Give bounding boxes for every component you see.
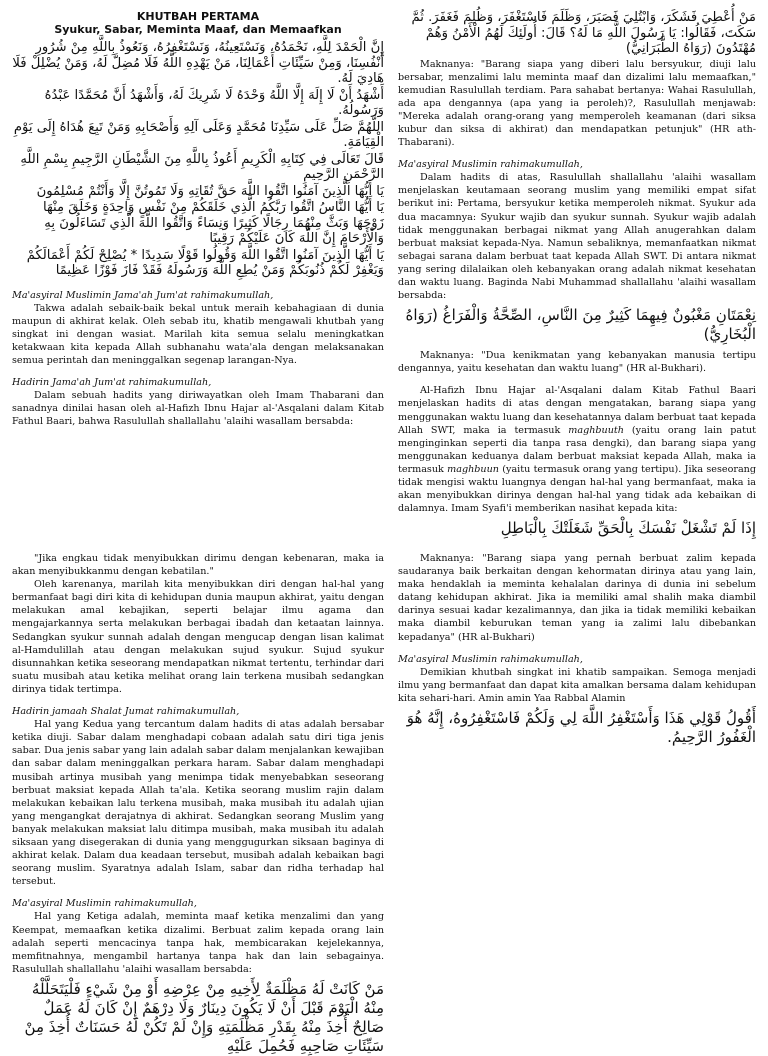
left-column-bottom — [12, 552, 384, 1055]
term-italic: maghbuuth — [568, 424, 624, 436]
paragraph: Dalam sebuah hadits yang diriwayatkan oleh Imam Thabarani dan sanadnya dinilai hasan oleh al-Hafizh Ibnu Hajar al-'Asqalani dalam Kitab Fathul Baari, bahwa Rasulullah shallallahu 'alaihi wasallam bersabda: — [12, 390, 384, 428]
arabic-opening-7: يَا أَيُّهَا الَّذِينَ آمَنُوا اتَّقُوا اللَّهَ وَقُولُوا قَوْلًا سَدِيدًا * يُصْلِحْ لَكُمْ أَعْمَالَكُمْ وَيَغْفِرْ لَكُمْ ذُنُوبَكُمْ وَمَنْ يُطِعِ اللَّهَ وَرَسُولَهُ فَقَدْ فَازَ فَوْزًا عَظِيمًا — [26, 247, 384, 278]
arabic-hadith: مَنْ أُعْطِيَ فَشَكَرَ، وَابْتُلِيَ فَصَبَرَ، وَظَلَمَ فَاسْتَغْفَرَ، وَظُلِمَ فَغَفَرَ. ثُمَّ سَكَتَ، فَقَالُوا: يَا رَسُولَ اللَّهِ مَا لَهُ؟ قَالَ: أُولَئِكَ لَهُمُ الْأَمْنُ وَهُمْ مُهْتَدُونَ (رَوَاهُ الطَّبَرَانِيُّ) — [411, 10, 756, 56]
greeting: Ma'asyiral Muslimin Jama'ah Jum'at rahimakumullah, — [12, 289, 274, 301]
greeting: Ma'asyiral Muslimin rahimakumullah, — [12, 898, 197, 910]
arabic-hadith: نِعْمَتَانِ مَغْبُونٌ فِيهِمَا كَثِيرٌ مِنَ النَّاسِ، الصِّحَّةُ وَالْفَرَاغُ (رَوَاهُ الْبُخَارِيُّ) — [405, 306, 756, 344]
arabic-opening-6: يَا أَيُّهَا النَّاسُ اتَّقُوا رَبَّكُمُ الَّذِي خَلَقَكُمْ مِنْ نَفْسٍ وَاحِدَةٍ وَخَلَقَ مِنْهَا زَوْجَهَا وَبَثَّ مِنْهُمَا رِجَالًا كَثِيرًا وَنِسَاءً وَاتَّقُوا اللَّهَ الَّذِي تَسَاءَلُونَ بِهِ وَالْأَرْحَامَ إِنَّ اللَّهَ كَانَ عَلَيْكُمْ رَقِيبًا — [42, 200, 384, 246]
paragraph: Oleh karenanya, marilah kita menyibukkan diri dengan hal-hal yang bermanfaat bagi diri kita di kehidupan dunia maupun akhirat, yaitu dengan melakukan amal kebajikan, seperti belajar ilmu agama dan mengajarkannya serta melakukan berbagai ibadah dan ketaatan lainnya. Sedangkan syukur sunnah adalah dengan mengucap dengan lisan kalimat al-Hamdulillah atau dengan melakukan sujud syukur. Sujud syukur disunnahkan ketika seseorang mendapatkan nikmat tertentu, terhindar dari suatu musibah atau ketika melihat orang lain terkena musibah sedangkan dirinya tidak tertimpa. — [12, 579, 384, 695]
paragraph — [398, 384, 756, 515]
paragraph: Hal yang Ketiga adalah, meminta maaf ketika menzalimi dan yang Keempat, memaafkan ketika dizalimi. Berbuat zalim kepada orang lain adalah seperti mencacinya tanpa hak, membicarakan kejelekannya, memfitnahnya, mengambil hartanya tanpa hak dan lain sebagainya. Rasulullah shallallahu 'alaihi wasallam bersabda: — [12, 911, 384, 975]
paragraph-text: (yaitu orang lain patut menginginkan seperti dia tanpa rasa dengki), dan barang siapa yang menggunakan keduanya dalam berbuat maksiat kepada Allah, maka ia termasuk — [398, 424, 757, 475]
arabic-quote: إِذَا لَمْ تَشْغَلْ نَفْسَكَ بِالْحَقِّ شَغَلَتْكَ بِالْبَاطِلِ — [500, 519, 756, 538]
left-column-top — [12, 10, 384, 482]
arabic-opening-1: إِنَّ الْحَمْدَ لِلَّهِ، نَحْمَدُهُ، وَنَسْتَعِينُهُ، وَنَسْتَغْفِرُهُ، وَنَعُوذُ بِاللَّهِ مِنْ شُرُورِ أَنْفُسِنَا، وَمِنْ سَيِّئَاتِ أَعْمَالِنَا، مَنْ يَهْدِهِ اللَّهُ فَلَا مُضِلَّ لَهُ، وَمَنْ يُضْلِلْ فَلَا هَادِيَ لَهُ. — [12, 40, 384, 86]
greeting: Hadirin jamaah Shalat Jumat rahimakumullah, — [12, 706, 240, 718]
quote-translation: "Jika engkau tidak menyibukkan dirimu dengan kebenaran, maka ia akan menyibukkanmu dengan kebatilan." — [12, 553, 384, 578]
page-title: KHUTBAH PERTAMA — [136, 10, 260, 23]
hadith-meaning: Maknanya: "Barang siapa yang pernah berbuat zalim kepada saudaranya baik berkaitan dengan kehormatan dirinya atau yang lain, maka hendaklah ia meminta kehalalan darinya di dunia ini sebelum datang kehidupan akhirat. Jika ia memiliki amal shalih maka diambil darinya sesuai kadar kezalimannya, dan jika ia tidak memiliki kebaikan maka diambil keburukan teman yang ia zalimi lalu dibebankan kepadanya" (HR al-Bukhari) — [398, 553, 756, 643]
hadith-meaning: Maknanya: "Dua kenikmatan yang kebanyakan manusia tertipu dengannya, yaitu kesehatan dan waktu luang" (HR al-Bukhari). — [398, 350, 756, 375]
paragraph: Takwa adalah sebaik-baik bekal untuk meraih kebahagiaan di dunia maupun di akhirat kelak. Oleh sebab itu, khatib mengawali khutbah yang singkat ini dengan wasiat. Marilah kita semua selalu meningkatkan ketakwaan kita kepada Allah subhanahu wata'ala dengan melaksanakan semua perintah dan meninggalkan segenap larangan-Nya. — [12, 302, 384, 366]
term-italic: maghbuun — [447, 463, 499, 475]
right-column-top — [398, 10, 757, 538]
greeting: Ma'asyiral Muslimin rahimakumullah, — [398, 159, 583, 171]
paragraph-text: (yaitu termasuk orang yang tertipu). Jika seseorang tidak mengisi waktu luangnya dengan hal-hal yang bermanfaat, maka ia akan menyibukkan dirinya dengan hal-hal yang tidak ada kebaikan di dalamnya. Imam Syafi'i memberikan nasihat kepada kita: — [398, 463, 756, 515]
arabic-opening-4: قَالَ تَعَالَى فِي كِتَابِهِ الْكَرِيمِ أَعُوذُ بِاللَّهِ مِنَ الشَّيْطَانِ الرَّجِيمِ بِسْمِ اللَّهِ الرَّحْمَنِ الرَّحِيمِ — [20, 151, 384, 182]
greeting: Ma'asyiral Muslimin rahimakumullah, — [398, 653, 583, 665]
arabic-opening-3: اللَّهُمَّ صَلِّ عَلَى سَيِّدِنَا مُحَمَّدٍ وَعَلَى آلِهِ وَأَصْحَابِهِ وَمَنْ تَبِعَ هُدَاهُ إِلَى يَوْمِ الْقِيَامَةِ. — [13, 119, 384, 150]
paragraph: Dalam hadits di atas, Rasulullah shallallahu 'alaihi wasallam menjelaskan keutamaan seorang muslim yang memiliki empat sifat berikut ini: Pertama, bersyukur ketika memperoleh nikmat. Syukur ada dua macamnya: Syukur wajib dan syukur sunnah. Syukur wajib adalah tidak menggunakan berbagai nikmat yang Allah anugerahkan dalam berbuat maksiat kepada-Nya. Namun sebaliknya, memanfaatkan nikmat sebagai sarana dalam berbuat taat kepada Allah SWT. Di antara nikmat yang sering dilalaikan oleh kebanyakan orang adalah nikmat kesehatan dan waktu luang. Baginda Nabi Muhammad shallallahu 'alaihi wasallam bersabda: — [398, 172, 756, 302]
hadith-meaning: Maknanya: "Barang siapa yang diberi lalu bersyukur, diuji lalu bersabar, menzalimi lalu meminta maaf dan dizalimi lalu memaafkan," kemudian Rasulullah terdiam. Para sahabat bertanya: Wahai Rasulullah, ada apa dengannya (apa yang ia peroleh)?, Rasulullah menjawab: "Mereka adalah orang-orang yang memperoleh keamanan (dari siksa kubur dan siksa di akhirat) dan mendapatkan petunjuk" (HR ath-Thabarani). — [398, 58, 756, 149]
paragraph: Hal yang Kedua yang tercantum dalam hadits di atas adalah bersabar ketika diuji. Sabar dalam menghadapi cobaan adalah satu diri tiga jenis sabar. Dua jenis sabar yang lain adalah sabar dalam menjalankan kewajiban dan sabar dalam meninggalkan perkara haram. Sabar dalam menghadapi musibah artinya musibah yang menimpa tidak menyebabkan seseorang berbuat maksiat kepada Allah ta'ala. Ketika seorang muslim rajin dalam melakukan kebaikan lalu terkena musibah, maka musibah itu adalah ujian yang mengangkat derajatnya di akhirat. Sedangkan seorang Muslim yang banyak melakukan maksiat lalu ditimpa musibah, maka musibah itu adalah siksaan yang disegerakan di dunia yang menggugurkan siksaan baginya di akhirat kelak. Dalam dua keadaan tersebut, musibah adalah kebaikan bagi seorang muslim. Syaratnya adalah Islam, sabar dan ridha terhadap hal tersebut. — [12, 719, 384, 888]
page-subtitle: Syukur, Sabar, Meminta Maaf, dan Memaafkan — [54, 23, 342, 36]
paragraph-text: Al-Hafizh Ibnu Hajar al-'Asqalani dalam Kitab Fathul Baari menjelaskan hadits di atas dengan mengatakan, barang siapa yang menggunakan waktu luang dan kesehatannya dalam berbuat taat kepada Allah SWT, maka ia termasuk — [398, 385, 756, 436]
right-column-bottom — [398, 552, 756, 752]
arabic-opening-2: أَشْهَدُ أَنْ لَا إِلَهَ إِلَّا اللَّهُ وَحْدَهُ لَا شَرِيكَ لَهُ، وَأَشْهَدُ أَنَّ مُحَمَّدًا عَبْدُهُ وَرَسُولُهُ. — [44, 87, 384, 118]
closing-paragraph: Demikian khutbah singkat ini khatib sampaikan. Semoga menjadi ilmu yang bermanfaat dan dapat kita amalkan bersama dalam kehidupan kita sehari-hari. Amin amin Yaa Rabbal Alamin — [398, 666, 756, 704]
arabic-closing: أَقُولُ قَوْلِي هَذَا وَأَسْتَغْفِرُ اللَّهَ لِي وَلَكُمْ فَاسْتَغْفِرُوهُ، إِنَّهُ هُوَ الْغَفُورُ الرَّحِيمُ. — [406, 709, 756, 747]
greeting: Hadirin Jama'ah Jum'at rahimakumullah, — [12, 377, 212, 389]
arabic-hadith: مَنْ كَانَتْ لَهُ مَظْلَمَةٌ لِأَخِيهِ مِنْ عِرْضِهِ أَوْ مِنْ شَيْءٍ فَلْيَتَحَلَّلْهُ مِنْهُ الْيَوْمَ قَبْلَ أَنْ لَا يَكُونَ دِينَارٌ وَلَا دِرْهَمٌ إِنْ كَانَ لَهُ عَمَلٌ صَالِحٌ أُخِذَ مِنْهُ بِقَدْرِ مَظْلَمَتِهِ وَإِنْ لَمْ تَكُنْ لَهُ حَسَنَاتٌ أُخِذَ مِنْ سَيِّئَاتِ صَاحِبِهِ فَحُمِلَ عَلَيْهِ — [24, 979, 384, 1055]
arabic-opening-5: يَا أَيُّهَا الَّذِينَ آمَنُوا اتَّقُوا اللَّهَ حَقَّ تُقَاتِهِ وَلَا تَمُوتُنَّ إِلَّا وَأَنْتُمْ مُسْلِمُونَ — [36, 183, 384, 199]
